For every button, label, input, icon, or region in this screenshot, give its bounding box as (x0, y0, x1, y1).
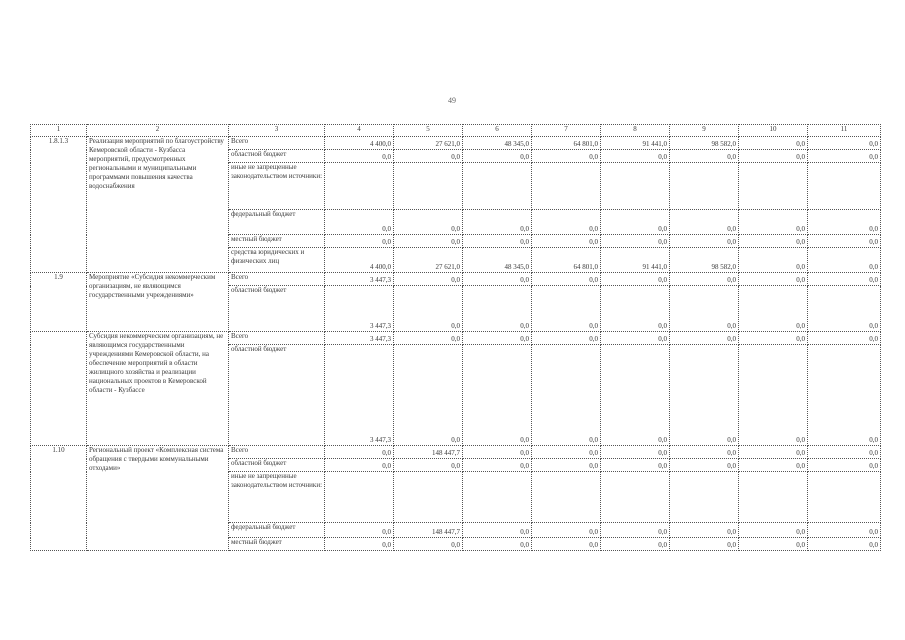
funding-value-cell: 0,0 (532, 523, 601, 538)
funding-value-cell: 64 801,0 (532, 137, 601, 150)
funding-value-cell: 0,0 (325, 210, 394, 235)
funding-value-cell: 0,0 (532, 446, 601, 459)
funding-value-cell: 64 801,0 (532, 248, 601, 273)
funding-value-cell (601, 472, 670, 523)
funding-value-cell (325, 472, 394, 523)
table-row (31, 446, 881, 459)
item-name: Мероприятие «Субсидия некоммерческим организациям, не являющимся государственными учреждениями» (87, 273, 229, 332)
funding-value-cell: 0,0 (808, 345, 881, 446)
item-code: 1.9 (31, 273, 87, 332)
item-name: Реализация мероприятий по благоустройству Кемеровской области - Кузбасса мероприятий, предусмотренных региональными и муниципальными программами повышения качества водоснабжения (87, 137, 229, 273)
funding-value-cell: 4 400,0 (325, 137, 394, 150)
funding-value-cell: 0,0 (532, 345, 601, 446)
funding-value-cell: 0,0 (463, 235, 532, 248)
column-number-row (31, 125, 881, 137)
column-header: 10 (739, 125, 808, 137)
funding-value-cell: 0,0 (739, 459, 808, 472)
funding-value-cell: 0,0 (463, 150, 532, 163)
funding-value-cell: 0,0 (739, 332, 808, 345)
funding-value-cell: 0,0 (394, 286, 463, 332)
funding-value-cell: 0,0 (601, 345, 670, 446)
funding-source-label: областной бюджет (229, 286, 325, 332)
funding-value-cell: 0,0 (394, 538, 463, 551)
funding-value-cell: 0,0 (394, 332, 463, 345)
column-header: 4 (325, 125, 394, 137)
funding-value-cell: 0,0 (394, 459, 463, 472)
funding-value-cell: 0,0 (601, 286, 670, 332)
column-header: 9 (670, 125, 739, 137)
funding-value-cell: 0,0 (463, 446, 532, 459)
funding-table (30, 124, 881, 551)
table-row (31, 332, 881, 345)
funding-value-cell: 0,0 (601, 523, 670, 538)
funding-value-cell: 0,0 (808, 150, 881, 163)
funding-value-cell: 0,0 (670, 332, 739, 345)
funding-value-cell: 0,0 (325, 538, 394, 551)
funding-value-cell: 0,0 (601, 459, 670, 472)
column-header: 8 (601, 125, 670, 137)
funding-value-cell: 0,0 (463, 538, 532, 551)
funding-value-cell: 0,0 (601, 235, 670, 248)
funding-value-cell: 0,0 (739, 286, 808, 332)
funding-value-cell: 148 447,7 (394, 446, 463, 459)
table-row (31, 273, 881, 286)
funding-value-cell: 0,0 (808, 286, 881, 332)
funding-value-cell: 0,0 (808, 273, 881, 286)
funding-value-cell: 0,0 (670, 235, 739, 248)
funding-value-cell: 0,0 (601, 538, 670, 551)
column-header: 2 (87, 125, 229, 137)
item-code (31, 332, 87, 446)
funding-value-cell (739, 163, 808, 210)
funding-value-cell: 0,0 (670, 538, 739, 551)
funding-value-cell: 0,0 (808, 459, 881, 472)
funding-source-label: областной бюджет (229, 150, 325, 163)
funding-value-cell: 0,0 (325, 235, 394, 248)
funding-source-label: федеральный бюджет (229, 210, 325, 235)
funding-value-cell: 3 447,3 (325, 345, 394, 446)
column-header: 5 (394, 125, 463, 137)
funding-value-cell: 0,0 (739, 538, 808, 551)
funding-value-cell: 0,0 (808, 446, 881, 459)
funding-value-cell: 3 447,3 (325, 286, 394, 332)
funding-value-cell: 0,0 (463, 286, 532, 332)
funding-value-cell: 0,0 (739, 345, 808, 446)
funding-value-cell: 0,0 (808, 248, 881, 273)
funding-value-cell: 0,0 (463, 459, 532, 472)
funding-value-cell: 0,0 (325, 150, 394, 163)
funding-value-cell: 3 447,3 (325, 273, 394, 286)
funding-value-cell: 0,0 (601, 150, 670, 163)
funding-value-cell: 0,0 (532, 538, 601, 551)
funding-value-cell: 0,0 (532, 235, 601, 248)
funding-value-cell: 4 400,0 (325, 248, 394, 273)
funding-value-cell: 0,0 (601, 273, 670, 286)
funding-value-cell: 0,0 (670, 273, 739, 286)
funding-value-cell: 98 582,0 (670, 248, 739, 273)
funding-value-cell: 148 447,7 (394, 523, 463, 538)
funding-value-cell: 0,0 (325, 523, 394, 538)
column-header: 3 (229, 125, 325, 137)
funding-value-cell (463, 472, 532, 523)
funding-value-cell: 0,0 (394, 210, 463, 235)
funding-value-cell: 0,0 (670, 523, 739, 538)
funding-value-cell: 0,0 (463, 273, 532, 286)
funding-value-cell: 0,0 (463, 345, 532, 446)
table-row (31, 137, 881, 150)
funding-value-cell: 0,0 (463, 332, 532, 345)
funding-value-cell (532, 163, 601, 210)
funding-value-cell: 0,0 (463, 210, 532, 235)
funding-value-cell: 0,0 (601, 332, 670, 345)
funding-value-cell: 3 447,3 (325, 332, 394, 345)
funding-value-cell: 0,0 (739, 273, 808, 286)
funding-value-cell: 0,0 (394, 150, 463, 163)
funding-value-cell: 48 345,0 (463, 137, 532, 150)
funding-value-cell (394, 163, 463, 210)
funding-value-cell (532, 472, 601, 523)
funding-value-cell: 98 582,0 (670, 137, 739, 150)
column-header: 7 (532, 125, 601, 137)
funding-value-cell: 0,0 (739, 210, 808, 235)
funding-source-label: Всего (229, 446, 325, 459)
funding-value-cell: 0,0 (808, 538, 881, 551)
funding-value-cell (601, 163, 670, 210)
funding-value-cell (808, 163, 881, 210)
funding-source-label: Всего (229, 137, 325, 150)
funding-value-cell: 48 345,0 (463, 248, 532, 273)
column-header: 1 (31, 125, 87, 137)
funding-source-label: Всего (229, 332, 325, 345)
funding-value-cell (808, 472, 881, 523)
funding-value-cell: 0,0 (670, 459, 739, 472)
funding-value-cell: 0,0 (532, 286, 601, 332)
funding-value-cell (325, 163, 394, 210)
funding-source-label: иные не запрещенные законодательством источники: (229, 472, 325, 523)
funding-value-cell: 27 621,0 (394, 248, 463, 273)
funding-value-cell: 0,0 (670, 286, 739, 332)
funding-source-label: иные не запрещенные законодательством источники: (229, 163, 325, 210)
funding-value-cell: 0,0 (532, 210, 601, 235)
funding-value-cell: 0,0 (808, 235, 881, 248)
funding-value-cell: 91 441,0 (601, 137, 670, 150)
funding-value-cell: 0,0 (739, 523, 808, 538)
funding-value-cell: 0,0 (808, 332, 881, 345)
funding-value-cell: 0,0 (394, 273, 463, 286)
funding-source-label: федеральный бюджет (229, 523, 325, 538)
funding-source-label: местный бюджет (229, 538, 325, 551)
funding-value-cell: 91 441,0 (601, 248, 670, 273)
funding-value-cell (463, 163, 532, 210)
funding-source-label: Всего (229, 273, 325, 286)
funding-value-cell: 0,0 (739, 137, 808, 150)
funding-source-label: средства юридических и физических лиц (229, 248, 325, 273)
item-code: 1.10 (31, 446, 87, 551)
funding-source-label: областной бюджет (229, 345, 325, 446)
funding-value-cell (670, 472, 739, 523)
funding-source-label: местный бюджет (229, 235, 325, 248)
funding-value-cell: 0,0 (670, 345, 739, 446)
funding-value-cell: 0,0 (739, 248, 808, 273)
column-header: 6 (463, 125, 532, 137)
funding-value-cell: 0,0 (739, 235, 808, 248)
funding-value-cell: 0,0 (739, 446, 808, 459)
funding-value-cell: 0,0 (394, 345, 463, 446)
funding-value-cell: 0,0 (463, 523, 532, 538)
funding-value-cell: 0,0 (601, 210, 670, 235)
funding-value-cell: 0,0 (670, 446, 739, 459)
column-header: 11 (808, 125, 881, 137)
item-code: 1.8.1.3 (31, 137, 87, 273)
funding-value-cell (739, 472, 808, 523)
funding-value-cell: 0,0 (601, 446, 670, 459)
funding-value-cell: 0,0 (670, 150, 739, 163)
funding-value-cell: 0,0 (739, 150, 808, 163)
item-name: Субсидия некоммерческим организациям, не являющимся государственными учреждениями Кемеровской области, на обеспечение мероприятий в области жилищного хозяйства и реализации национальных проектов в Кемеровской области - Кузбассе (87, 332, 229, 446)
item-name: Региональный проект «Комплексная система обращения с твердыми коммунальными отходами» (87, 446, 229, 551)
funding-value-cell: 0,0 (532, 273, 601, 286)
funding-value-cell: 0,0 (670, 210, 739, 235)
funding-value-cell: 0,0 (394, 235, 463, 248)
funding-value-cell: 0,0 (325, 459, 394, 472)
funding-value-cell: 27 621,0 (394, 137, 463, 150)
funding-value-cell: 0,0 (808, 210, 881, 235)
funding-value-cell: 0,0 (532, 332, 601, 345)
funding-value-cell (394, 472, 463, 523)
funding-value-cell: 0,0 (532, 459, 601, 472)
funding-value-cell: 0,0 (808, 137, 881, 150)
funding-value-cell (670, 163, 739, 210)
page-number: 49 (448, 96, 456, 105)
funding-source-label: областной бюджет (229, 459, 325, 472)
funding-value-cell: 0,0 (808, 523, 881, 538)
funding-value-cell: 0,0 (325, 446, 394, 459)
funding-value-cell: 0,0 (532, 150, 601, 163)
